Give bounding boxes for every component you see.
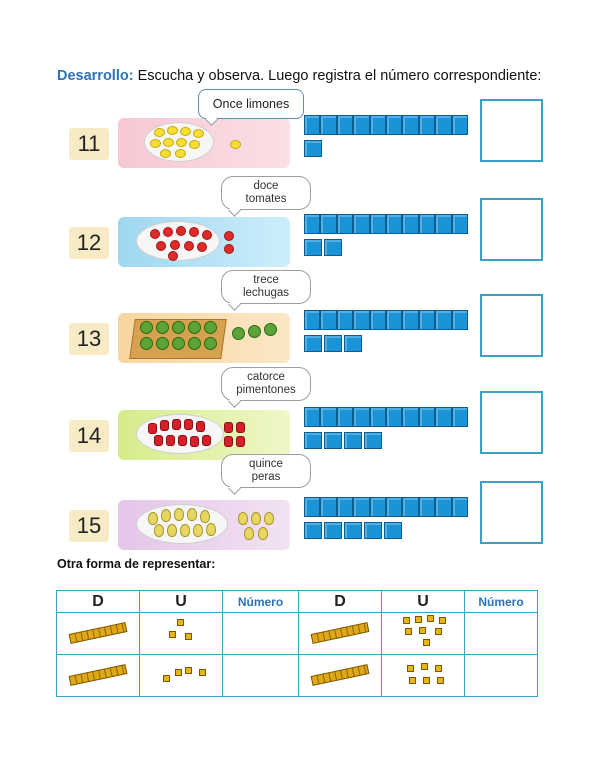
ten-stick-icon: [311, 622, 370, 644]
tomato-icon: [168, 251, 178, 261]
lettuce-icon: [232, 327, 245, 340]
exercise-row-11: [66, 96, 546, 180]
representation-table: [56, 590, 538, 697]
lettuce-icon: [140, 321, 153, 334]
pear-icon: [193, 524, 203, 537]
ten-stick-icon: [69, 622, 128, 644]
lemon-icon: [150, 139, 161, 148]
number-answer-cell[interactable]: [465, 613, 538, 655]
unit-blocks: [304, 522, 402, 539]
table-row: [57, 613, 538, 655]
unit-blocks: [304, 239, 342, 256]
lemon-icon: [176, 138, 187, 147]
units-cell: [140, 655, 223, 697]
lettuce-icon: [204, 321, 217, 334]
unit-cubes: [393, 655, 453, 691]
pear-icon: [154, 524, 164, 537]
ten-stick-icon: [69, 664, 128, 686]
exercise-row-15: [66, 458, 546, 562]
pear-icon: [238, 512, 248, 525]
peppers-illustration: [118, 410, 290, 460]
tens-cell: [57, 655, 140, 697]
number-card: 15: [69, 510, 109, 542]
lettuce-icon: [204, 337, 217, 350]
number-card: 11: [69, 128, 109, 160]
subtitle: Otra forma de representar:: [57, 557, 216, 571]
tomato-icon: [224, 244, 234, 254]
pepper-icon: [172, 419, 181, 430]
pepper-icon: [160, 420, 169, 431]
lettuce-icon: [172, 337, 185, 350]
unit-cubes: [151, 613, 211, 649]
pepper-icon: [196, 421, 205, 432]
speech-bubble: Once limones: [198, 89, 304, 119]
unit-cubes: [151, 655, 211, 691]
lemon-icon: [160, 149, 171, 158]
answer-box[interactable]: [480, 391, 543, 454]
answer-box[interactable]: [480, 481, 543, 544]
pear-icon: [180, 524, 190, 537]
ten-block: [304, 310, 468, 330]
unit-blocks: [304, 335, 362, 352]
speech-bubble: trece lechugas: [221, 270, 311, 304]
unit-blocks: [304, 432, 382, 449]
tens-cell: [57, 613, 140, 655]
tomato-icon: [202, 230, 212, 240]
answer-box[interactable]: [480, 294, 543, 357]
tomato-icon: [170, 240, 180, 250]
lettuce-icon: [248, 325, 261, 338]
number-card: 12: [69, 227, 109, 259]
lemon-icon: [193, 129, 204, 138]
tomato-icon: [150, 229, 160, 239]
tens-cell: [299, 655, 382, 697]
number-answer-cell[interactable]: [223, 613, 299, 655]
pepper-icon: [154, 435, 163, 446]
section-label: Desarrollo:: [57, 68, 134, 84]
tomato-icon: [184, 241, 194, 251]
answer-box[interactable]: [480, 198, 543, 261]
pepper-icon: [202, 435, 211, 446]
lemon-icon: [163, 138, 174, 147]
speech-bubble: quince peras: [221, 454, 311, 488]
lettuce-icon: [188, 337, 201, 350]
pear-icon: [200, 510, 210, 523]
header-tens-right: D: [299, 591, 382, 613]
lettuce-icon: [172, 321, 185, 334]
units-cell: [140, 613, 223, 655]
lemon-icon: [175, 149, 186, 158]
lemons-illustration: [118, 118, 290, 168]
pear-icon: [148, 512, 158, 525]
pepper-icon: [184, 419, 193, 430]
ten-block: [304, 214, 468, 234]
answer-box[interactable]: [480, 99, 543, 162]
pear-icon: [161, 509, 171, 522]
tomato-icon: [224, 231, 234, 241]
ten-stick-icon: [311, 664, 370, 686]
number-answer-cell[interactable]: [223, 655, 299, 697]
lettuce-icon: [156, 321, 169, 334]
ten-block: [304, 407, 468, 427]
lettuces-illustration: [118, 313, 290, 363]
lettuce-icon: [156, 337, 169, 350]
tomato-icon: [189, 227, 199, 237]
speech-bubble: catorce pimentones: [221, 367, 311, 401]
pear-icon: [187, 508, 197, 521]
pepper-icon: [224, 436, 233, 447]
instruction-text: Escucha y observa. Luego registra el número correspondiente:: [137, 68, 542, 84]
table-header-row: [57, 591, 538, 613]
number-card: 13: [69, 323, 109, 355]
pears-illustration: [118, 500, 290, 550]
pear-icon: [244, 527, 254, 540]
pepper-icon: [190, 436, 199, 447]
exercise-row-13: [66, 274, 546, 375]
pepper-icon: [148, 423, 157, 434]
tens-cell: [299, 613, 382, 655]
lemon-icon: [189, 140, 200, 149]
tomato-icon: [176, 226, 186, 236]
exercise-row-12: [66, 180, 546, 279]
pepper-icon: [178, 435, 187, 446]
unit-blocks: [304, 140, 322, 157]
pepper-icon: [224, 422, 233, 433]
header-number-right: Número: [465, 591, 538, 613]
pear-icon: [258, 527, 268, 540]
pear-icon: [206, 523, 216, 536]
lettuce-icon: [264, 323, 277, 336]
lemon-icon: [180, 127, 191, 136]
unit-cubes: [393, 613, 453, 649]
lemon-icon: [167, 126, 178, 135]
header-units-left: U: [140, 591, 223, 613]
lemon-icon: [154, 128, 165, 137]
units-cell: [382, 655, 465, 697]
lettuce-icon: [188, 321, 201, 334]
pepper-icon: [236, 436, 245, 447]
tomato-icon: [197, 242, 207, 252]
units-cell: [382, 613, 465, 655]
number-answer-cell[interactable]: [465, 655, 538, 697]
number-card: 14: [69, 420, 109, 452]
table-row: [57, 655, 538, 697]
ten-block: [304, 115, 468, 135]
pepper-icon: [236, 422, 245, 433]
pear-icon: [251, 512, 261, 525]
lettuce-icon: [140, 337, 153, 350]
tomato-icon: [163, 227, 173, 237]
header-tens-left: D: [57, 591, 140, 613]
lemon-icon: [230, 140, 241, 149]
pear-icon: [167, 524, 177, 537]
pepper-icon: [166, 435, 175, 446]
header-units-right: U: [382, 591, 465, 613]
pear-icon: [174, 508, 184, 521]
pear-icon: [264, 512, 274, 525]
speech-bubble: doce tomates: [221, 176, 311, 210]
instruction-line: [57, 68, 541, 84]
header-number-left: Número: [223, 591, 299, 613]
tomatoes-illustration: [118, 217, 290, 267]
tomato-icon: [156, 241, 166, 251]
ten-block: [304, 497, 468, 517]
